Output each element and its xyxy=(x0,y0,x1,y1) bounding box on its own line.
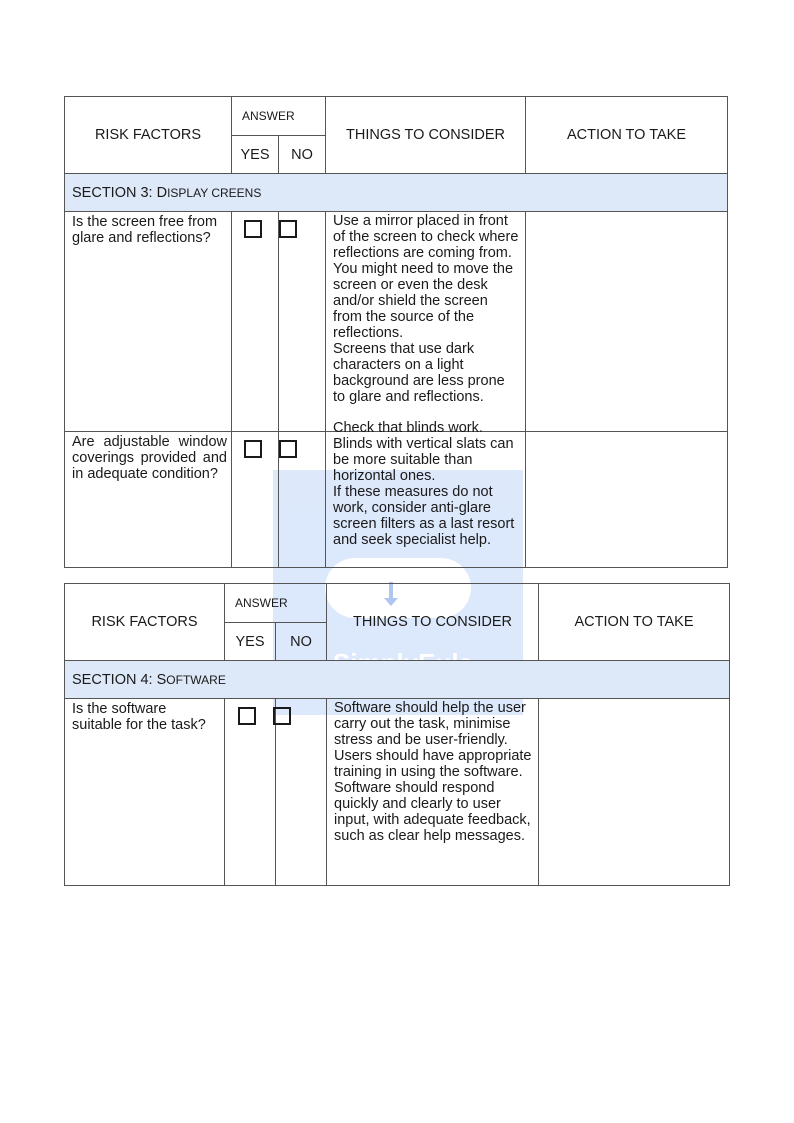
no-checkbox[interactable] xyxy=(273,707,291,725)
header-risk-factors: RISK FACTORS xyxy=(65,584,225,661)
yes-checkbox[interactable] xyxy=(244,220,262,238)
no-cell xyxy=(276,699,327,886)
considerations: Software should help the user carry out the task, minimise stress and be user-friendly. Users should have appropriate training in using the software. Software should respond quickly and clearly to user input, with adequate feedback, such as clear help messages. xyxy=(327,699,539,886)
no-cell xyxy=(279,212,326,432)
no-checkbox[interactable] xyxy=(279,440,297,458)
header-yes: YES xyxy=(232,136,279,174)
risk-question: Are adjustable window coverings provided and in adequate condition? xyxy=(65,432,232,568)
yes-cell xyxy=(232,212,279,432)
header-answer: ANSWER xyxy=(232,97,326,136)
header-no: NO xyxy=(279,136,326,174)
risk-table-section-4 xyxy=(64,583,730,886)
header-answer: ANSWER xyxy=(225,584,327,623)
header-no: NO xyxy=(276,623,327,661)
considerations: Check that blinds work. Blinds with vertical slats can be more suitable than horizontal ones. If these measures do not work, consider anti-glare screen filters as a last resort and seek specialist help. xyxy=(326,432,526,568)
header-action-to-take: ACTION TO TAKE xyxy=(539,584,730,661)
risk-question: Is the software suitable for the task? xyxy=(65,699,225,886)
header-action-to-take: ACTION TO TAKE xyxy=(526,97,728,174)
header-things-to-consider: THINGS TO CONSIDER xyxy=(326,97,526,174)
yes-cell xyxy=(232,432,279,568)
header-risk-factors: RISK FACTORS xyxy=(65,97,232,174)
action-cell[interactable] xyxy=(526,212,728,432)
yes-checkbox[interactable] xyxy=(238,707,256,725)
considerations: Use a mirror placed in front of the screen to check where reflections are coming from. You might need to move the screen or even the desk and/or shield the screen from the source of the reflections. Screens that use dark characters on a light background are less prone to glare and reflections. xyxy=(326,212,526,432)
risk-question: Is the screen free from glare and reflections? xyxy=(65,212,232,432)
no-checkbox[interactable] xyxy=(279,220,297,238)
header-yes: YES xyxy=(225,623,276,661)
yes-checkbox[interactable] xyxy=(244,440,262,458)
section-title: SECTION 3: DISPLAY CREENS xyxy=(65,174,728,212)
no-cell xyxy=(279,432,326,568)
yes-cell xyxy=(225,699,276,886)
risk-table-section-3 xyxy=(64,96,728,568)
action-cell[interactable] xyxy=(526,432,728,568)
header-things-to-consider: THINGS TO CONSIDER xyxy=(327,584,539,661)
action-cell[interactable] xyxy=(539,699,730,886)
section-title: SECTION 4: SOFTWARE xyxy=(65,661,730,699)
